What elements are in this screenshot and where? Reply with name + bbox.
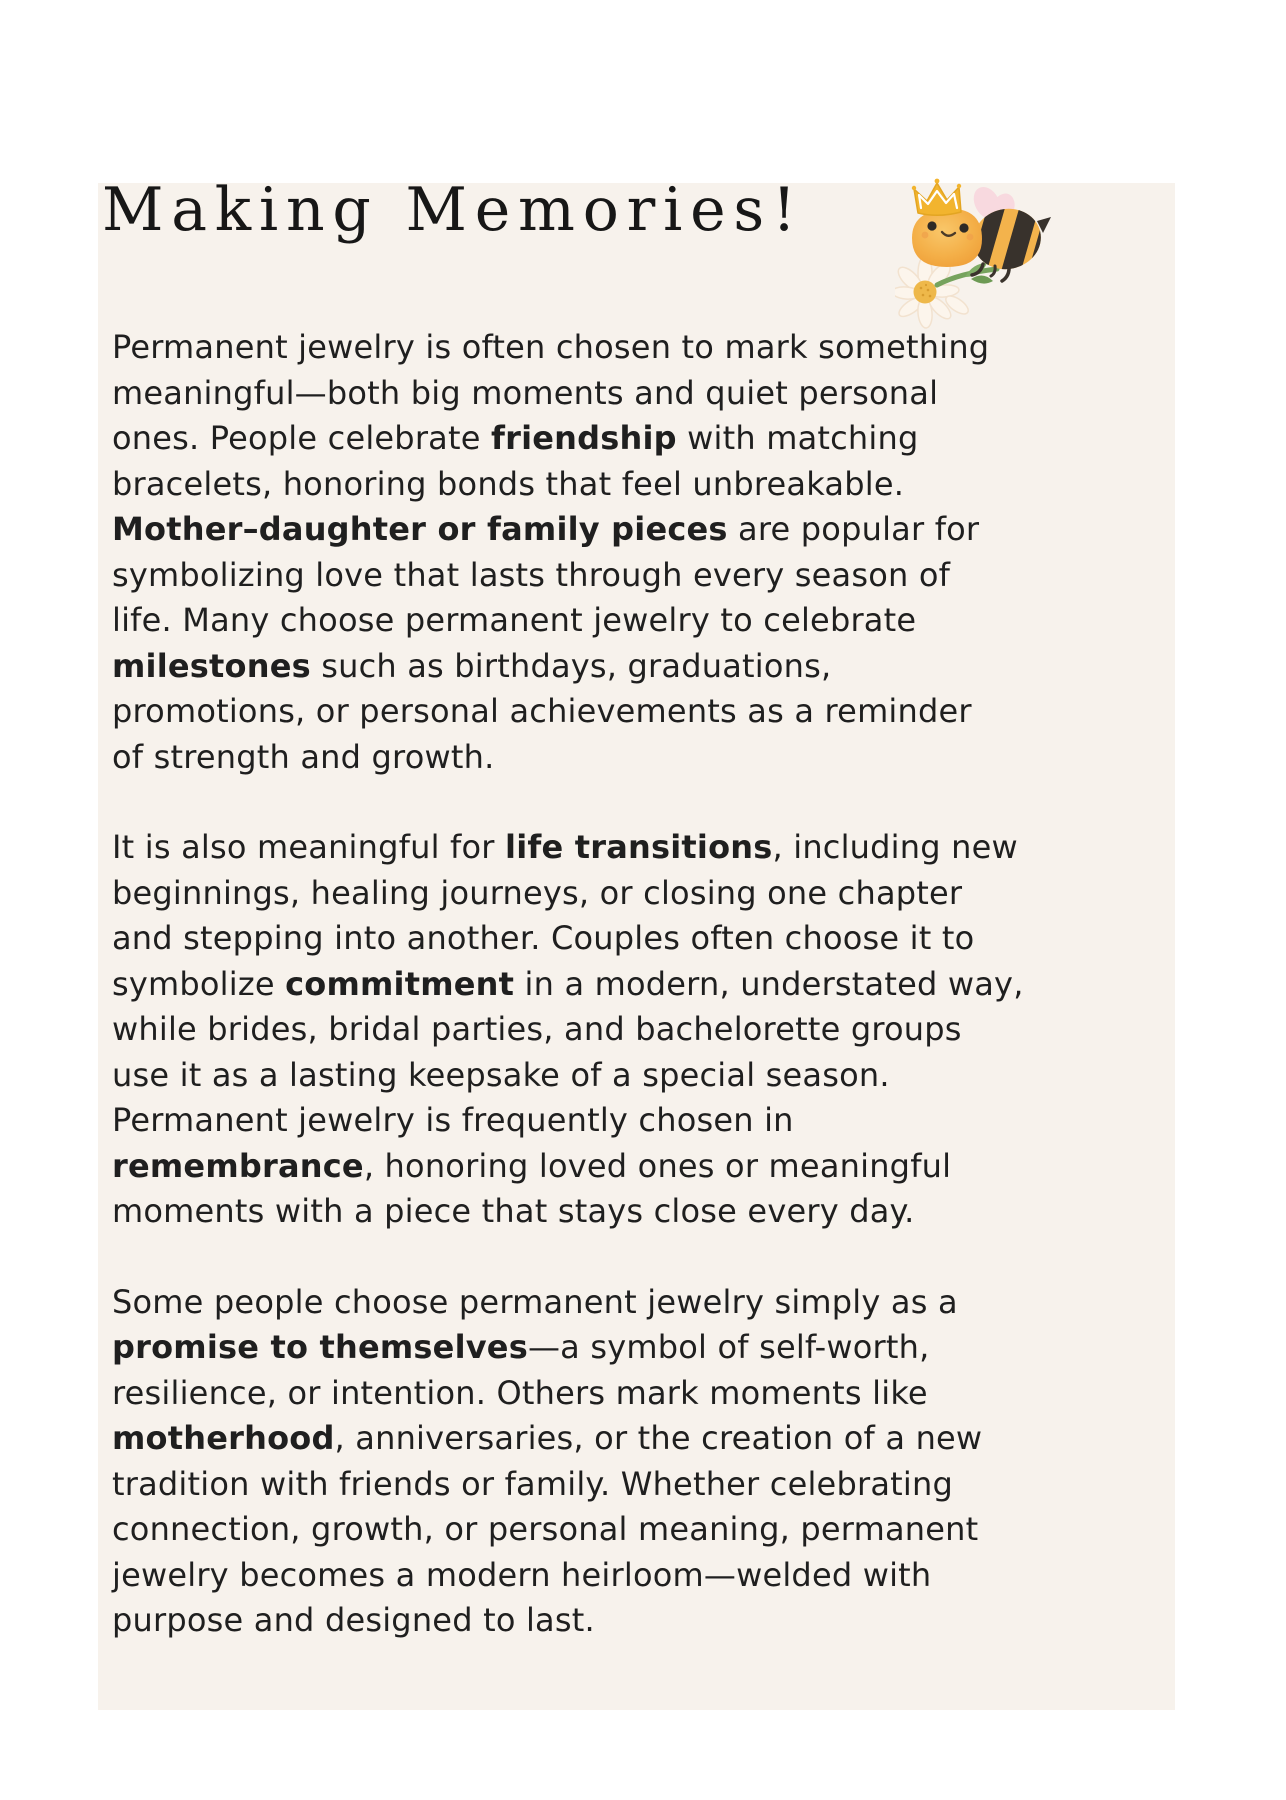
text-line: tradition with friends or family. Whether celebrating [112, 1464, 953, 1503]
text-line: promotions, or personal achievements as a reminder [112, 692, 972, 730]
text-line: moments with a piece that stays close every day. [112, 1192, 915, 1230]
paragraph [112, 825, 1157, 1235]
bee-face-icon [912, 209, 982, 267]
crown-icon [912, 179, 961, 216]
text-line: remembrance, honoring loved ones or meaningful [112, 1146, 952, 1185]
text-line: promise to themselves—a symbol of self-worth, [112, 1328, 930, 1366]
crowned-bee-illustration [895, 163, 1075, 335]
text-line: life. Many choose permanent jewelry to celebrate [112, 601, 917, 639]
text-line: milestones such as birthdays, graduations, [112, 646, 832, 685]
text-line: connection, growth, or personal meaning, permanent [112, 1510, 979, 1548]
text-line: and stepping into another. Couples often choose it to [112, 919, 975, 957]
text-line: meaningful—both big moments and quiet personal [112, 373, 939, 412]
text-line: resilience, or intention. Others mark moments like [112, 1373, 928, 1412]
text-line: Some people choose permanent jewelry simply as a [112, 1282, 958, 1321]
daisy-flower-icon [895, 256, 971, 329]
text-line: Mother–daughter or family pieces are popular for [112, 510, 980, 548]
text-line: symbolizing love that lasts through every season of [112, 555, 951, 594]
text-line: while brides, bridal parties, and bachelorette groups [112, 1010, 962, 1048]
text-line: purpose and designed to last. [112, 1601, 595, 1639]
text-line: Permanent jewelry is often chosen to mark something [112, 328, 990, 366]
text-line: motherhood, anniversaries, or the creation of a new [112, 1419, 983, 1457]
page-title: Making Memories! [102, 175, 804, 245]
text-line: It is also meaningful for life transitions, including new [112, 828, 1018, 866]
text-line: Permanent jewelry is frequently chosen in [112, 1101, 794, 1139]
text-line: jewelry becomes a modern heirloom—welded with [112, 1555, 932, 1594]
text-line: of strength and growth. [112, 737, 495, 776]
text-line: beginnings, healing journeys, or closing one chapter [112, 873, 963, 912]
text-line: ones. People celebrate friendship with matching [112, 419, 919, 457]
body-text [112, 325, 1157, 1689]
text-line: symbolize commitment in a modern, understated way, [112, 964, 1024, 1003]
text-line: use it as a lasting keepsake of a special season. [112, 1055, 890, 1094]
text-line: bracelets, honoring bonds that feel unbreakable. [112, 464, 905, 503]
paragraph [112, 325, 1157, 780]
paragraph [112, 1280, 1157, 1644]
